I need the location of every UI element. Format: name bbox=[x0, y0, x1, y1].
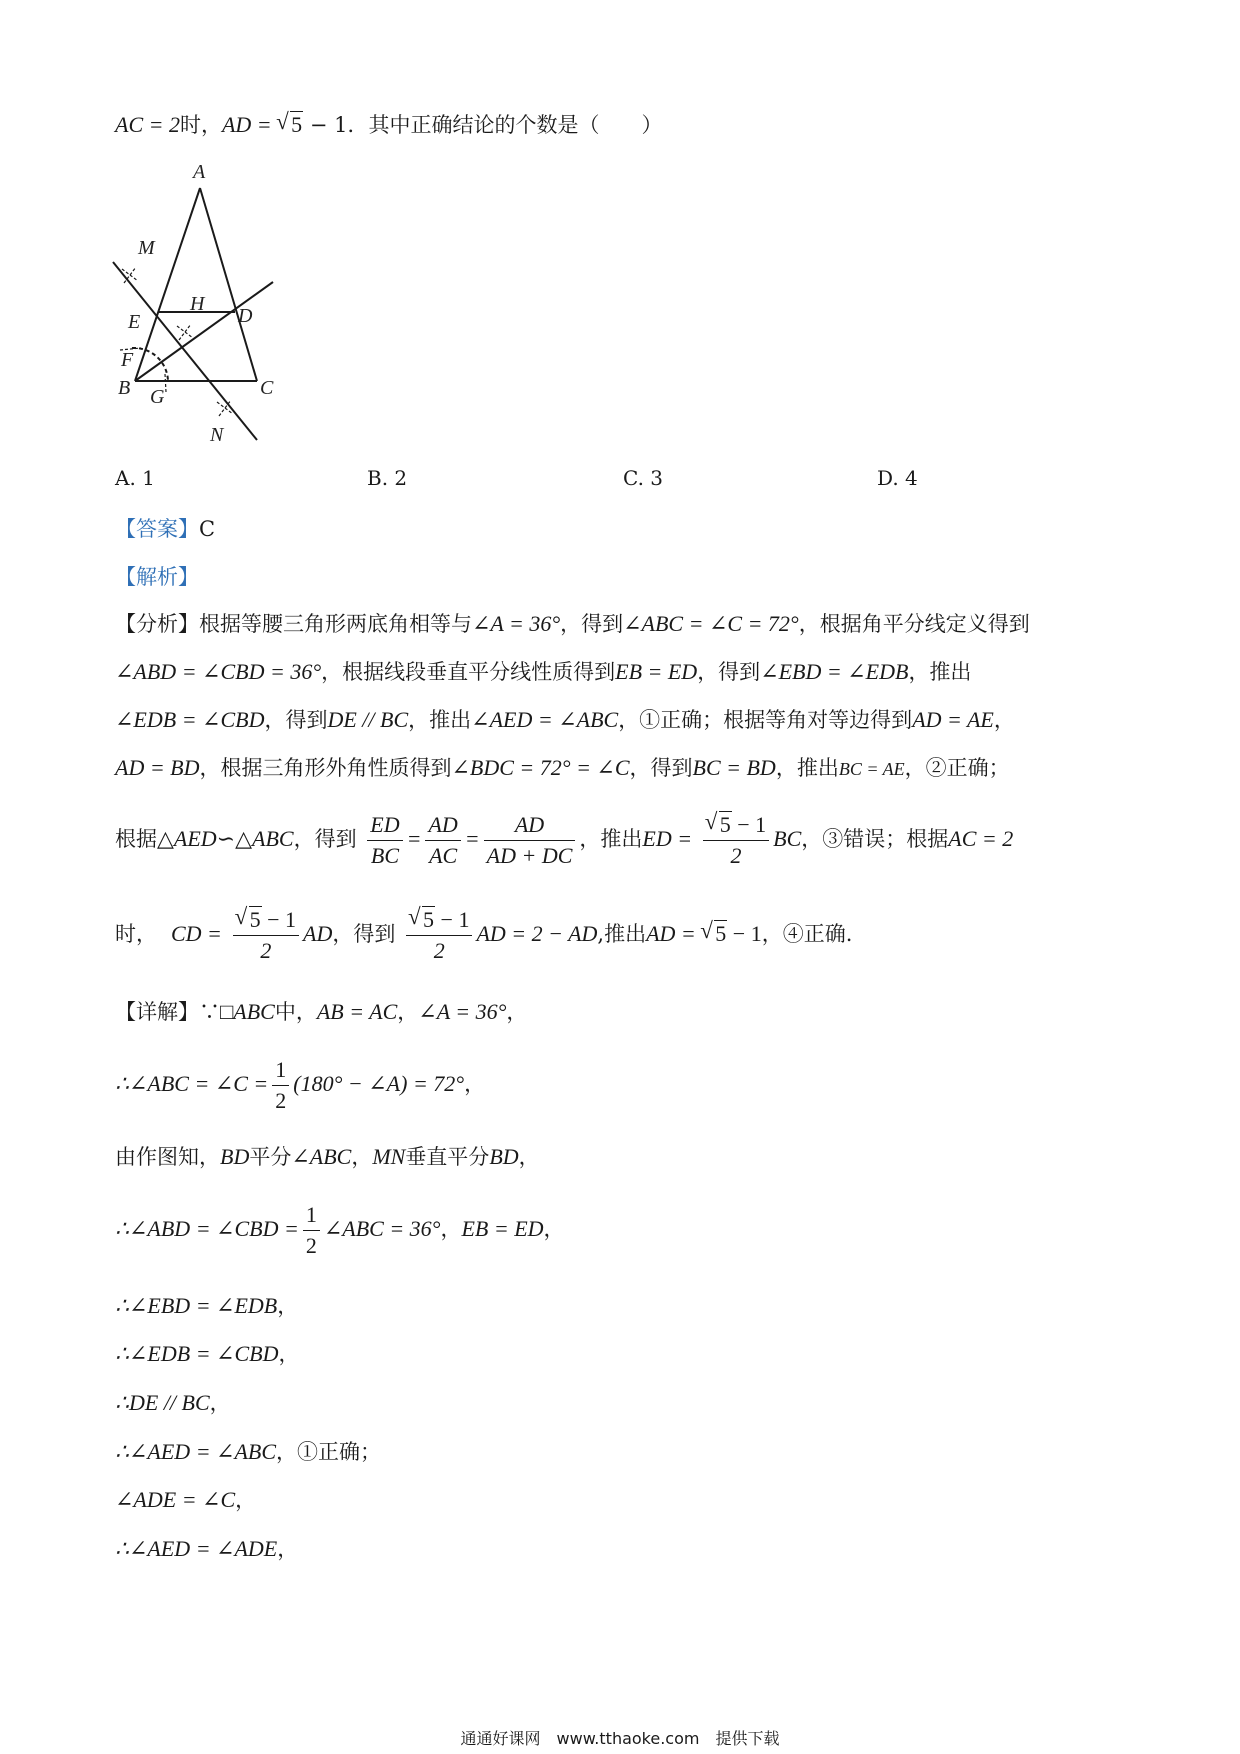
answer-line bbox=[115, 514, 215, 544]
analysis-tag: 【解析】 bbox=[115, 565, 199, 589]
analysis-line bbox=[115, 562, 199, 592]
segment-ac bbox=[200, 188, 257, 381]
answer-value: C bbox=[199, 517, 216, 541]
detail-line-7: ∴DE // BC， bbox=[115, 1390, 231, 1415]
fraction-golden-3: √ $\frac{5 - 1}{2}$ bbox=[406, 905, 472, 966]
label-n: N bbox=[210, 424, 224, 445]
detail-line-1: 【详解】∵□ABC中，AB = AC，∠A = 36°， bbox=[115, 999, 528, 1024]
fenxi-line-6: 时， CD = √ $\frac{5 - 1}{2}$ AD，得到 √ $\frac{5 - 1}{2}$ AD = 2 − AD,推出AD = √ 5 − 1，④正确. bbox=[115, 905, 852, 966]
detail-line-4: ∴∠ABD = ∠CBD = $\frac{1}{2}$ ∠ABC = 36°，EB = ED， bbox=[115, 1202, 565, 1258]
label-c: C bbox=[260, 377, 274, 399]
detail-line-6: ∴∠EDB = ∠CBD， bbox=[115, 1341, 300, 1366]
label-e: E bbox=[128, 311, 141, 333]
detail-line-3: 由作图知，BD平分∠ABC，MN垂直平分BD， bbox=[115, 1144, 540, 1169]
label-h: H bbox=[190, 293, 205, 315]
detail-line-2: ∴∠ABC = ∠C = $\frac{1}{2}$ (180° − ∠A) = 72°， bbox=[115, 1057, 486, 1113]
fenxi-line-2: ∠ABD = ∠CBD = 36°，根据线段垂直平分线性质得到EB = ED，得到∠EBD = ∠EDB，推出 bbox=[115, 659, 972, 684]
fenxi-line-4: AD = BD，根据三角形外角性质得到∠BDC = 72° = ∠C，得到BC = BD，推出BC = AE，②正确； bbox=[115, 755, 1010, 780]
option-d: D. 4 bbox=[877, 466, 918, 490]
fraction-ad-ad-dc: $\frac{AD}{AD + DC}$ bbox=[484, 810, 576, 871]
detail-line-9: ∠ADE = ∠C， bbox=[115, 1487, 257, 1512]
mark-n-2 bbox=[219, 400, 231, 416]
label-d: D bbox=[238, 305, 253, 327]
detail-line-5: ∴∠EBD = ∠EDB， bbox=[115, 1293, 299, 1318]
label-b: B bbox=[118, 377, 131, 399]
line-mn bbox=[113, 262, 257, 440]
label-m: M bbox=[138, 237, 155, 259]
detail-line-10: ∴∠AED = ∠ADE， bbox=[115, 1536, 299, 1561]
mark-h-2 bbox=[179, 324, 191, 340]
fraction-golden-2: √ $\frac{5 - 1}{2}$ bbox=[233, 905, 299, 966]
label-g: G bbox=[150, 386, 165, 408]
answer-tag: 【答案】 bbox=[115, 517, 199, 541]
option-c: C. 3 bbox=[623, 466, 664, 490]
label-f: F bbox=[121, 349, 134, 371]
detail-line-8: ∴∠AED = ∠ABC，①正确； bbox=[115, 1439, 382, 1464]
fraction-ed-bc: $\frac{ED}{BC}$ bbox=[367, 810, 402, 871]
page-footer: 通通好课网 www.tthaoke.com 提供下载 bbox=[460, 1729, 780, 1748]
label-a: A bbox=[193, 161, 206, 183]
geometry-figure bbox=[105, 160, 285, 445]
segment-ab bbox=[135, 188, 200, 381]
question-tail-line: AC = 2时，AD = √ 5 − 1．其中正确结论的个数是（ ） bbox=[115, 110, 662, 140]
fraction-ad-ac: $\frac{AD}{AC}$ bbox=[425, 810, 460, 871]
option-b: B. 2 bbox=[367, 466, 408, 490]
fenxi-line-3: ∠EDB = ∠CBD，得到DE // BC，推出∠AED = ∠ABC，①正确；根据等角对等边得到AD = AE， bbox=[115, 707, 1015, 732]
fenxi-line-5: 根据△AED∽△ABC，得到 $\frac{ED}{BC}$ = $\frac{AD}{AC}$ = $\frac{AD}{AD + DC}$ ，推出ED = √ $\frac{5 - 1}{2}$ BC，③错误；根据AC = 2 bbox=[115, 810, 1013, 871]
fenxi-line-1: 【分析】根据等腰三角形两底角相等与∠A = 36°，得到∠ABC = ∠C = 72°，根据角平分线定义得到 bbox=[115, 611, 1030, 636]
option-a: A. 1 bbox=[115, 466, 155, 490]
mark-g bbox=[165, 374, 166, 392]
mark-m-2 bbox=[124, 267, 136, 283]
fraction-golden: √ $\frac{5 - 1}{2}$ bbox=[703, 810, 769, 871]
